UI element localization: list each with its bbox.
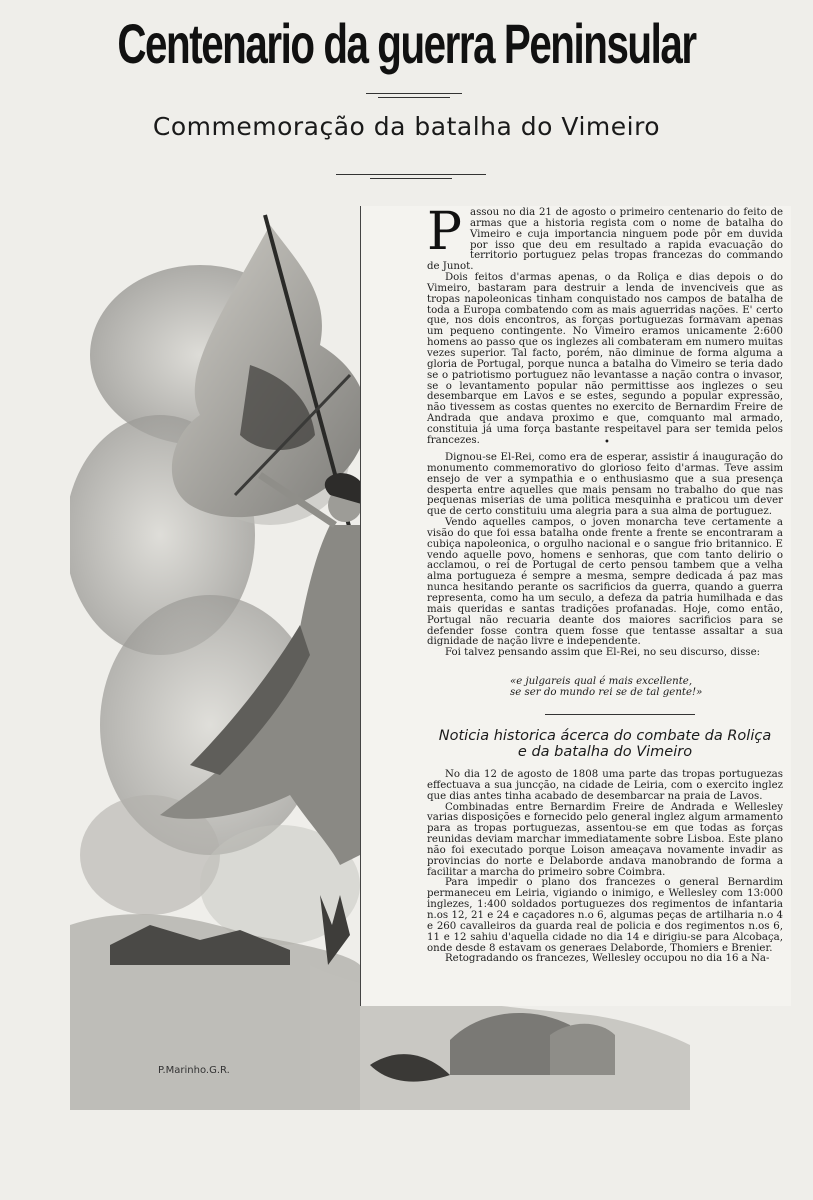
paragraph-1-text: assou no dia 21 de agosto o primeiro centenario do feito de armas que a historia regista com o nome de batalha do Vimeiro e cuja importancia ninguem pode pôr em duvida por isso que deu em resultado a rapida evacuação do territorio portuguez pelas tropas francezas do commando de Junot. xyxy=(427,207,783,273)
paragraph-3: Dignou-se El-Rei, como era de esperar, assistir á inauguração do monumento commemorativo do glorioso feito d'armas. Teve assim ensejo de ver a sympathia e o enthusiasmo que a sua presença desperta entre aquelles que mais pensam no trabalho do que nas pequenas miserias de uma politica mesquinha e praticou um dever que de certo constituiu uma alegria para a sua alma de portuguez. xyxy=(427,452,783,518)
title-rule xyxy=(366,93,462,94)
section-separator: • xyxy=(604,437,610,448)
article-section-3 xyxy=(427,770,783,965)
page-subtitle: Commemoração da batalha do Vimeiro xyxy=(152,112,661,141)
quote-line-1: «e julgareis qual é mais excellente, xyxy=(510,676,693,687)
paragraph-1 xyxy=(427,202,783,273)
paragraph-9: Retogradando os francezes, Wellesley occupou no dia 16 a Na- xyxy=(445,953,770,965)
drop-cap: P xyxy=(427,202,462,262)
section-heading xyxy=(427,728,783,760)
paragraph-4: Vendo aquelles campos, o joven monarcha teve certamente a visão do que foi essa batalha onde frente a frente se encontraram a cubiça napoleonica, o orgulho nacional e o sangue frio britannico. E vendo aquelle povo, homens e senhoras, que com tanto delirio o acclamou, o rei de Portugal de certo pensou tambem que a velha alma portugueza é sempre a mesma, sempre dedicada á paz mas nunca hesitando perante os sacrificios da guerra, quando a guerra representa, como ha um seculo, a defeza da patria humilhada e das mais queridas e santas tradições profanadas. Hoje, como então, Portugal não recuaria deante dos maiores sacrificios para se defender fosse contra quem fosse que tentasse assaltar a sua dignidade de nação livre e independente. xyxy=(427,517,783,648)
artist-signature: P.Marinho.G.R. xyxy=(158,1065,230,1076)
title-rule-inner xyxy=(378,97,450,98)
paragraph-6: No dia 12 de agosto de 1808 uma parte das tropas portuguezas effectuava a sua juncção, na cidade de Leiria, com o exercito inglez que dias antes tinha acabado de desembarcar na praia de Lavos. xyxy=(427,769,783,802)
section-rule xyxy=(545,714,695,715)
paragraph-2: Dois feitos d'armas apenas, o da Roliça e dias depois o do Vimeiro, bastaram para destruir a lenda de invenciveis que as tropas napoleonicas tinham conquistado nos campos de batalha de toda a Europa combatendo com as mais aguerridas nações. E' certo que, nos dois encontros, as forças portuguezas formavam apenas um pequeno contingente. No Vimeiro eramos unicamente 2:600 homens ao passo que os inglezes ali combateram em numero muitas vezes superior. Tal facto, porém, não diminue de forma alguma a gloria de Portugal, porque nunca a batalha do Vimeiro se teria dado se o patriotismo portuguez não levantasse a nação contra o invasor, se o levantamento popular não permittisse aos inglezes o seu desembarque em Lavos e se estes, segundo a popular expressão, não tivessem as costas quentes no exercito de Bernardim Freire de Andrada que andava proximo e que, comquanto mal armado, constituia já uma força bastante respeitavel para ser temida pelos francezes. xyxy=(427,272,783,446)
page-title: Centenario da guerra Peninsular xyxy=(117,12,696,75)
subtitle-rule xyxy=(336,174,486,175)
subtitle-rule-inner xyxy=(370,178,452,179)
quote-line-2: se ser do mundo rei se de tal gente!» xyxy=(510,687,703,698)
paragraph-5: Foi talvez pensando assim que El-Rei, no seu discurso, disse: xyxy=(445,647,761,659)
poem-quote xyxy=(510,676,780,698)
paragraph-7: Combinadas entre Bernardim Freire de Andrada e Wellesley varias disposições e fornecido pelo general inglez algum armamento para as tropas portuguezas, assentou-se em que todas as forças reunidas deviam marchar immediatamente sobre Lisboa. Este plano não foi executado porque Loison ameaçava novamente invadir as provincias do norte e Delaborde andava manobrando de forma a facilitar a marcha do primeiro sobre Coimbra. xyxy=(427,801,783,878)
section-heading-line-2: e da batalha do Vimeiro xyxy=(517,744,693,760)
article-section-2 xyxy=(427,453,783,659)
article-section-1 xyxy=(427,202,783,447)
section-heading-line-1: Noticia historica ácerca do combate da Roliça xyxy=(438,728,772,744)
paragraph-8: Para impedir o plano dos francezes o general Bernardim permaneceu em Leiria, vigiando o inimigo, e Wellesley com 13:000 inglezes, 1:400 soldados portuguezes dos regimentos de infantaria n.os 12, 21 e 24 e caçadores n.o 6, algumas peças de artilharia n.o 4 e 260 cavalleiros da guarda real de policia e dos regimentos n.os 6, 11 e 12 sahiu d'aquella cidade no dia 14 e dirigiu-se para Alcobaça, onde desde 8 estavam os generaes Delaborde, Thomiers e Brenier. xyxy=(427,877,783,954)
